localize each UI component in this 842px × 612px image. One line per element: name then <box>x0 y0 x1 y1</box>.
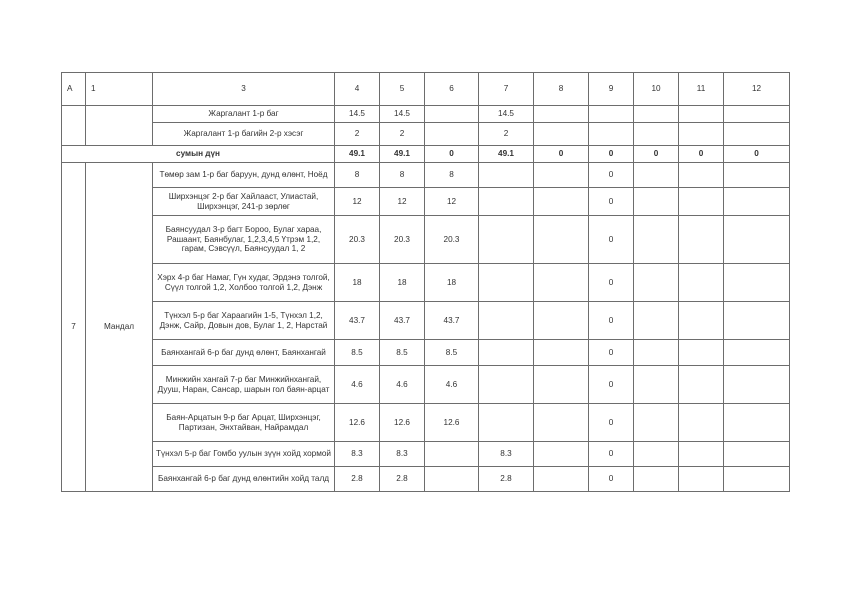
value-cell <box>724 302 790 340</box>
value-cell <box>479 264 534 302</box>
value-cell: 12.6 <box>425 404 479 442</box>
sum-cell: 49.1 <box>335 146 380 163</box>
value-cell: 8.3 <box>335 442 380 467</box>
value-cell: 0 <box>589 467 634 492</box>
value-cell <box>724 106 790 123</box>
value-cell: 12.6 <box>335 404 380 442</box>
location-cell: Хэрх 4-р баг Намаг, Гүн худаг, Эрдэнэ толгой, Сүүл толгой 1,2, Холбоо толгой 1,2, Дэнж <box>153 264 335 302</box>
value-cell: 4.6 <box>380 366 425 404</box>
location-cell: Ширхэнцэг 2-р баг Хайлааст, Улиастай, Ширхэнцэг, 241-р зөрлөг <box>153 188 335 216</box>
table-row <box>62 340 790 366</box>
location-cell: Төмөр зам 1-р баг баруун, дунд өлөнт, Ноёд <box>153 163 335 188</box>
value-cell <box>425 106 479 123</box>
value-cell: 0 <box>589 366 634 404</box>
value-cell <box>534 216 589 264</box>
header-cell: 8 <box>534 73 589 106</box>
value-cell: 14.5 <box>380 106 425 123</box>
value-cell <box>479 163 534 188</box>
table-row <box>62 106 790 123</box>
value-cell <box>634 340 679 366</box>
value-cell: 12 <box>335 188 380 216</box>
blank-cell <box>86 106 153 146</box>
value-cell <box>634 216 679 264</box>
value-cell: 0 <box>589 302 634 340</box>
value-cell: 18 <box>380 264 425 302</box>
data-table <box>61 72 790 492</box>
value-cell: 2.8 <box>335 467 380 492</box>
value-cell: 0 <box>589 340 634 366</box>
value-cell <box>634 442 679 467</box>
value-cell <box>634 188 679 216</box>
value-cell <box>679 216 724 264</box>
value-cell <box>589 106 634 123</box>
header-cell: 7 <box>479 73 534 106</box>
value-cell: 43.7 <box>380 302 425 340</box>
value-cell <box>679 366 724 404</box>
value-cell <box>534 123 589 146</box>
value-cell <box>724 188 790 216</box>
sum-cell: 0 <box>724 146 790 163</box>
value-cell: 4.6 <box>425 366 479 404</box>
header-cell: А <box>62 73 86 106</box>
value-cell <box>724 442 790 467</box>
value-cell <box>679 106 724 123</box>
value-cell <box>679 404 724 442</box>
value-cell: 2 <box>479 123 534 146</box>
value-cell: 12.6 <box>380 404 425 442</box>
value-cell <box>634 163 679 188</box>
table-row <box>62 123 790 146</box>
location-cell: Баянсуудал 3-р багт Бороо, Булаг хараа, Рашаант, Баянбулаг, 1,2,3,4,5 Үтрэм 1,2, гарам, Сэвсүүл, Баянсуудал 1, 2 <box>153 216 335 264</box>
sum-cell: 49.1 <box>380 146 425 163</box>
value-cell <box>724 216 790 264</box>
table-row <box>62 216 790 264</box>
value-cell <box>634 404 679 442</box>
value-cell: 0 <box>589 216 634 264</box>
value-cell: 2.8 <box>479 467 534 492</box>
value-cell: 0 <box>589 404 634 442</box>
value-cell <box>724 340 790 366</box>
value-cell <box>724 366 790 404</box>
value-cell: 43.7 <box>425 302 479 340</box>
value-cell <box>479 404 534 442</box>
value-cell: 0 <box>589 188 634 216</box>
value-cell: 18 <box>335 264 380 302</box>
value-cell <box>534 340 589 366</box>
value-cell <box>534 404 589 442</box>
sum-cell: 0 <box>679 146 724 163</box>
value-cell <box>679 442 724 467</box>
value-cell <box>534 106 589 123</box>
value-cell <box>679 302 724 340</box>
value-cell: 8 <box>425 163 479 188</box>
location-cell: Минжийн хангай 7-р баг Минжийнхангай, Дууш, Наран, Сансар, шарын гол баян-арцат <box>153 366 335 404</box>
value-cell <box>534 366 589 404</box>
table-row <box>62 188 790 216</box>
header-cell: 5 <box>380 73 425 106</box>
value-cell <box>724 163 790 188</box>
value-cell: 18 <box>425 264 479 302</box>
value-cell: 12 <box>425 188 479 216</box>
value-cell: 43.7 <box>335 302 380 340</box>
sum-cell: 0 <box>425 146 479 163</box>
header-cell: 3 <box>153 73 335 106</box>
value-cell: 14.5 <box>335 106 380 123</box>
value-cell <box>634 123 679 146</box>
location-cell: Жаргалант 1-р багийн 2-р хэсэг <box>153 123 335 146</box>
table-row <box>62 366 790 404</box>
value-cell: 12 <box>380 188 425 216</box>
value-cell: 2.8 <box>380 467 425 492</box>
location-cell: Баянхангай 6-р баг дунд өлөнтийн хойд талд <box>153 467 335 492</box>
location-cell: Баян-Арцатын 9-р баг Арцат, Ширхэнцэг, Партизан, Энхтайван, Найрамдал <box>153 404 335 442</box>
value-cell <box>679 340 724 366</box>
value-cell: 8.5 <box>380 340 425 366</box>
sum-row <box>62 146 790 163</box>
value-cell: 8.3 <box>380 442 425 467</box>
header-cell: 6 <box>425 73 479 106</box>
location-cell: Баянхангай 6-р баг дунд өлөнт, Баянхангай <box>153 340 335 366</box>
value-cell <box>534 264 589 302</box>
sum-cell: 49.1 <box>479 146 534 163</box>
value-cell <box>724 264 790 302</box>
header-cell: 1 <box>86 73 153 106</box>
location-cell: Түнхэл 5-р баг Гомбо уулын зүүн хойд хормой <box>153 442 335 467</box>
value-cell <box>679 264 724 302</box>
value-cell <box>634 467 679 492</box>
header-cell: 12 <box>724 73 790 106</box>
value-cell: 0 <box>589 442 634 467</box>
value-cell: 2 <box>335 123 380 146</box>
header-cell: 4 <box>335 73 380 106</box>
table-row <box>62 404 790 442</box>
value-cell <box>425 123 479 146</box>
value-cell <box>634 106 679 123</box>
table-row <box>62 302 790 340</box>
value-cell: 0 <box>589 163 634 188</box>
value-cell <box>679 123 724 146</box>
value-cell <box>534 188 589 216</box>
sum-cell: 0 <box>589 146 634 163</box>
value-cell <box>534 163 589 188</box>
sum-label: сумын дүн <box>62 146 335 163</box>
value-cell: 20.3 <box>380 216 425 264</box>
value-cell: 8 <box>335 163 380 188</box>
value-cell <box>425 442 479 467</box>
header-cell: 10 <box>634 73 679 106</box>
value-cell: 0 <box>589 264 634 302</box>
value-cell <box>479 188 534 216</box>
value-cell <box>425 467 479 492</box>
value-cell: 4.6 <box>335 366 380 404</box>
value-cell: 20.3 <box>335 216 380 264</box>
value-cell: 8.5 <box>335 340 380 366</box>
value-cell <box>679 188 724 216</box>
header-row <box>62 73 790 106</box>
value-cell: 8.5 <box>425 340 479 366</box>
value-cell <box>479 366 534 404</box>
value-cell <box>479 340 534 366</box>
value-cell <box>634 264 679 302</box>
value-cell <box>634 302 679 340</box>
sum-cell: 0 <box>534 146 589 163</box>
header-cell: 9 <box>589 73 634 106</box>
value-cell <box>724 404 790 442</box>
value-cell <box>534 467 589 492</box>
value-cell <box>724 467 790 492</box>
value-cell: 8 <box>380 163 425 188</box>
value-cell: 14.5 <box>479 106 534 123</box>
value-cell <box>479 302 534 340</box>
value-cell <box>479 216 534 264</box>
group-number: 7 <box>62 163 86 492</box>
location-cell: Жаргалант 1-р баг <box>153 106 335 123</box>
value-cell: 8.3 <box>479 442 534 467</box>
table-row <box>62 442 790 467</box>
value-cell <box>534 442 589 467</box>
value-cell: 20.3 <box>425 216 479 264</box>
sum-cell: 0 <box>634 146 679 163</box>
blank-cell <box>62 106 86 146</box>
table-row <box>62 264 790 302</box>
value-cell <box>679 163 724 188</box>
value-cell <box>534 302 589 340</box>
value-cell <box>724 123 790 146</box>
location-cell: Түнхэл 5-р баг Хараагийн 1-5, Түнхэл 1,2, Дэнж, Сайр, Довын дов, Булаг 1, 2, Нарстай <box>153 302 335 340</box>
value-cell: 2 <box>380 123 425 146</box>
value-cell <box>634 366 679 404</box>
header-cell: 11 <box>679 73 724 106</box>
table-row <box>62 163 790 188</box>
value-cell <box>679 467 724 492</box>
table-row <box>62 467 790 492</box>
value-cell <box>589 123 634 146</box>
district-name: Мандал <box>86 163 153 492</box>
